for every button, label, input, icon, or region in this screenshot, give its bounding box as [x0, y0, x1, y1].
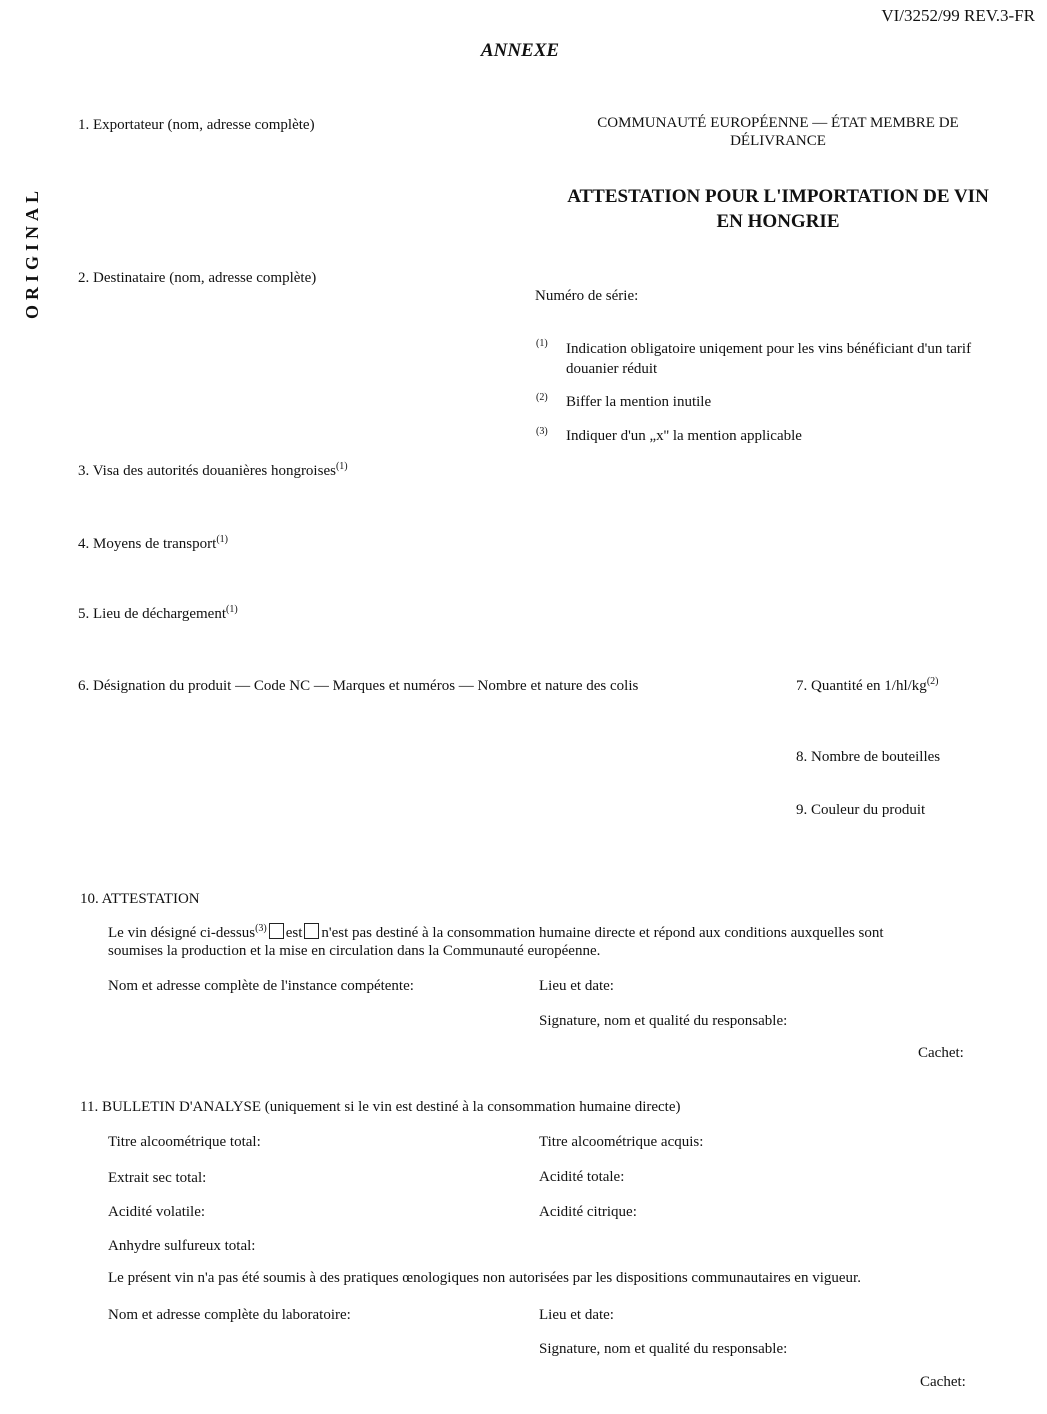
attestation-note-ref: (3) [255, 923, 267, 934]
note-3-mark: (3) [536, 426, 548, 437]
serial-number-label: Numéro de série: [535, 288, 639, 304]
analysis-actual-alcohol: Titre alcoométrique acquis: [539, 1134, 704, 1150]
analysis-signature: Signature, nom et qualité du responsable: [539, 1341, 788, 1357]
field-5-unloading [78, 606, 238, 623]
field-7-note-ref: (2) [926, 676, 939, 687]
attestation-statement [108, 923, 884, 942]
est-option-label: est [285, 925, 303, 941]
field-9-colour: 9. Couleur du produit [796, 802, 926, 818]
attestation-stamp: Cachet: [918, 1045, 964, 1061]
analysis-total-alcohol: Titre alcoométrique total: [108, 1134, 261, 1150]
analysis-dry-extract: Extrait sec total: [108, 1170, 207, 1186]
attestation-text-start: Le vin désigné ci-dessus [108, 925, 256, 941]
original-side-label: ORIGINAL [22, 186, 42, 320]
issuing-authority: COMMUNAUTÉ EUROPÉENNE — ÉTAT MEMBRE DE DÉLIVRANCE [597, 115, 959, 149]
analysis-citric-acidity: Acidité citrique: [539, 1204, 637, 1220]
field-6-product: 6. Désignation du produit — Code NC — Marques et numéros — Nombre et nature des colis [78, 678, 639, 694]
analysis-place-date: Lieu et date: [539, 1307, 614, 1323]
field-4-transport [78, 536, 228, 553]
attestation-statement-line-2: soumises la production et la mise en circulation dans la Communauté européenne. [108, 943, 601, 959]
analysis-sulphur-dioxide: Anhydre sulfureux total: [108, 1238, 256, 1254]
nest-pas-option-label: n'est pas destiné à la consommation humaine directe et répond aux conditions auxquelles sont [321, 925, 884, 941]
field-5-label: 5. Lieu de déchargement [78, 606, 226, 622]
competent-authority-label: Nom et adresse complète de l'instance compétente: [108, 978, 414, 994]
analysis-total-acidity: Acidité totale: [539, 1169, 625, 1185]
attestation-place-date: Lieu et date: [539, 978, 614, 994]
field-7-label: 7. Quantité en 1/hl/kg [796, 678, 927, 694]
analysis-oenological-statement: Le présent vin n'a pas été soumis à des pratiques œnologiques non autorisées par les dispositions communautaires en vigueur. [108, 1270, 861, 1286]
note-1-mark: (1) [536, 338, 548, 349]
note-2-mark: (2) [536, 392, 548, 403]
analysis-volatile-acidity: Acidité volatile: [108, 1204, 206, 1220]
field-4-note-ref: (1) [216, 534, 228, 545]
certificate-title: ATTESTATION POUR L'IMPORTATION DE VIN EN HONGRIE [567, 186, 989, 232]
note-1-text: Indication obligatoire uniqement pour les vins bénéficiant d'un tarif douanier réduit [566, 341, 972, 377]
field-1-exporter: 1. Exportateur (nom, adresse complète) [78, 117, 315, 133]
document-reference: VI/3252/99 REV.3-FR [881, 6, 1035, 25]
laboratory-label: Nom et adresse complète du laboratoire: [108, 1307, 351, 1323]
field-8-bottles: 8. Nombre de bouteilles [796, 749, 941, 765]
field-7-quantity [796, 678, 938, 695]
attestation-signature: Signature, nom et qualité du responsable: [539, 1013, 788, 1029]
field-3-label: 3. Visa des autorités douanières hongroises [78, 463, 336, 479]
note-2-text: Biffer la mention inutile [566, 394, 712, 410]
field-3-note-ref: (1) [335, 461, 348, 472]
note-3-text: Indiquer d'un „x'' la mention applicable [566, 428, 802, 444]
field-5-note-ref: (1) [226, 604, 238, 615]
annex-title: ANNEXE [480, 40, 560, 61]
analysis-heading: 11. BULLETIN D'ANALYSE (uniquement si le vin est destiné à la consommation humaine directe) [80, 1099, 681, 1115]
field-4-label: 4. Moyens de transport [78, 536, 217, 552]
field-3-customs-visa [78, 463, 348, 480]
est-checkbox[interactable] [269, 923, 284, 939]
attestation-heading: 10. ATTESTATION [80, 891, 200, 907]
analysis-stamp: Cachet: [920, 1374, 966, 1390]
field-2-consignee: 2. Destinataire (nom, adresse complète) [78, 270, 317, 286]
nest-pas-checkbox[interactable] [304, 923, 319, 939]
